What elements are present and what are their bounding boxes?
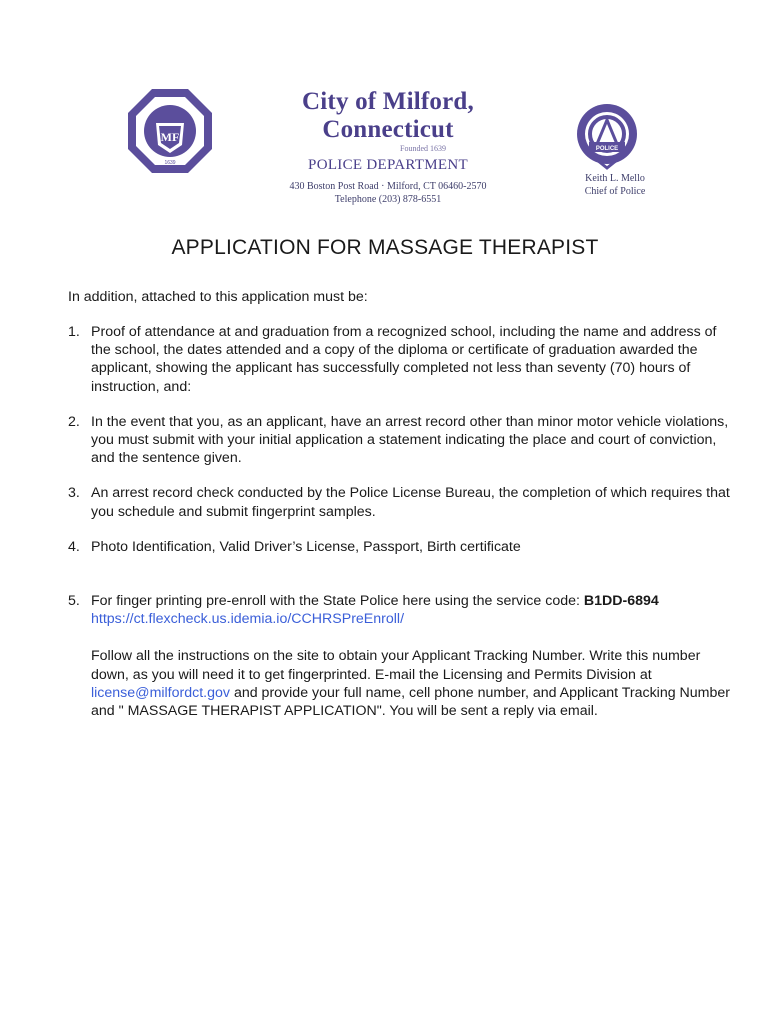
document-title: APPLICATION FOR MASSAGE THERAPIST [171, 236, 599, 259]
follow-instructions [91, 647, 738, 720]
list-item [68, 484, 738, 520]
police-badge-icon [573, 100, 641, 172]
department-name: POLICE DEPARTMENT [308, 157, 468, 173]
letterhead [0, 0, 770, 225]
item-number: 2. [68, 413, 80, 430]
svg-text:1639: 1639 [164, 160, 176, 166]
address-line: 430 Boston Post Road · Milford, CT 06460-2570 [289, 181, 487, 192]
list-item [68, 538, 738, 556]
letterhead-text [238, 88, 538, 206]
list-item [68, 413, 738, 468]
requirements-list [68, 323, 738, 720]
svg-text:MF: MF [160, 130, 180, 144]
svg-text:POLICE: POLICE [595, 146, 619, 152]
item-number: 5. [68, 593, 80, 610]
email-link[interactable]: license@milfordct.gov [91, 684, 230, 701]
chief-block [570, 172, 660, 198]
item-text: For finger printing pre-enroll with the State Police here using the service code: [91, 593, 584, 610]
item-number: 1. [68, 324, 80, 340]
list-item [68, 323, 738, 396]
item-number: 3. [68, 485, 80, 502]
founded-line: Founded 1639 [400, 144, 446, 153]
chief-title: Chief of Police [584, 186, 646, 197]
item-number: 4. [68, 538, 80, 555]
item-text: An arrest record check conducted by the Police License Bureau, the completion of which requires that you schedule and submit fingerprint samples. [91, 485, 730, 520]
city-name: City of Milford, Connecticut [302, 88, 474, 143]
item-text: In the event that you, as an applicant, have an arrest record other than minor motor vehicle violations, you must submit with your initial application a statement indicating the place and court of conviction, and the sentence given. [91, 413, 729, 467]
follow-text-a: Follow all the instructions on the site to obtain your Applicant Tracking Number. Write this number down, as you will need it to get fingerprinted. E-mail the Licensing and Permits Division at [91, 648, 701, 683]
intro-text: In addition, attached to this application must be: [68, 289, 368, 305]
list-item [68, 592, 738, 720]
city-seal-icon [126, 87, 214, 175]
follow-text-b: and provide your full name, cell phone number, and Applicant Tracking Number and " MASSAGE THERAPIST APPLICATION". You will be sent a reply via email. [91, 684, 731, 720]
phone-line: Telephone (203) 878-6551 [334, 194, 442, 205]
preenroll-link[interactable]: https://ct.flexcheck.us.idemia.io/CCHRSPreEnroll/ [91, 611, 405, 628]
chief-name: Keith L. Mello [585, 173, 645, 184]
item-text: Proof of attendance at and graduation from a recognized school, including the name and address of the school, the dates attended and a copy of the diploma or certificate of graduation awarded the applicant, showing the applicant has successfully completed not less than seventy (70) hours of instruction, and: [91, 324, 717, 395]
item-text: Photo Identification, Valid Driver’s License, Passport, Birth certificate [91, 538, 521, 555]
service-code: B1DD-6894 [583, 593, 659, 610]
